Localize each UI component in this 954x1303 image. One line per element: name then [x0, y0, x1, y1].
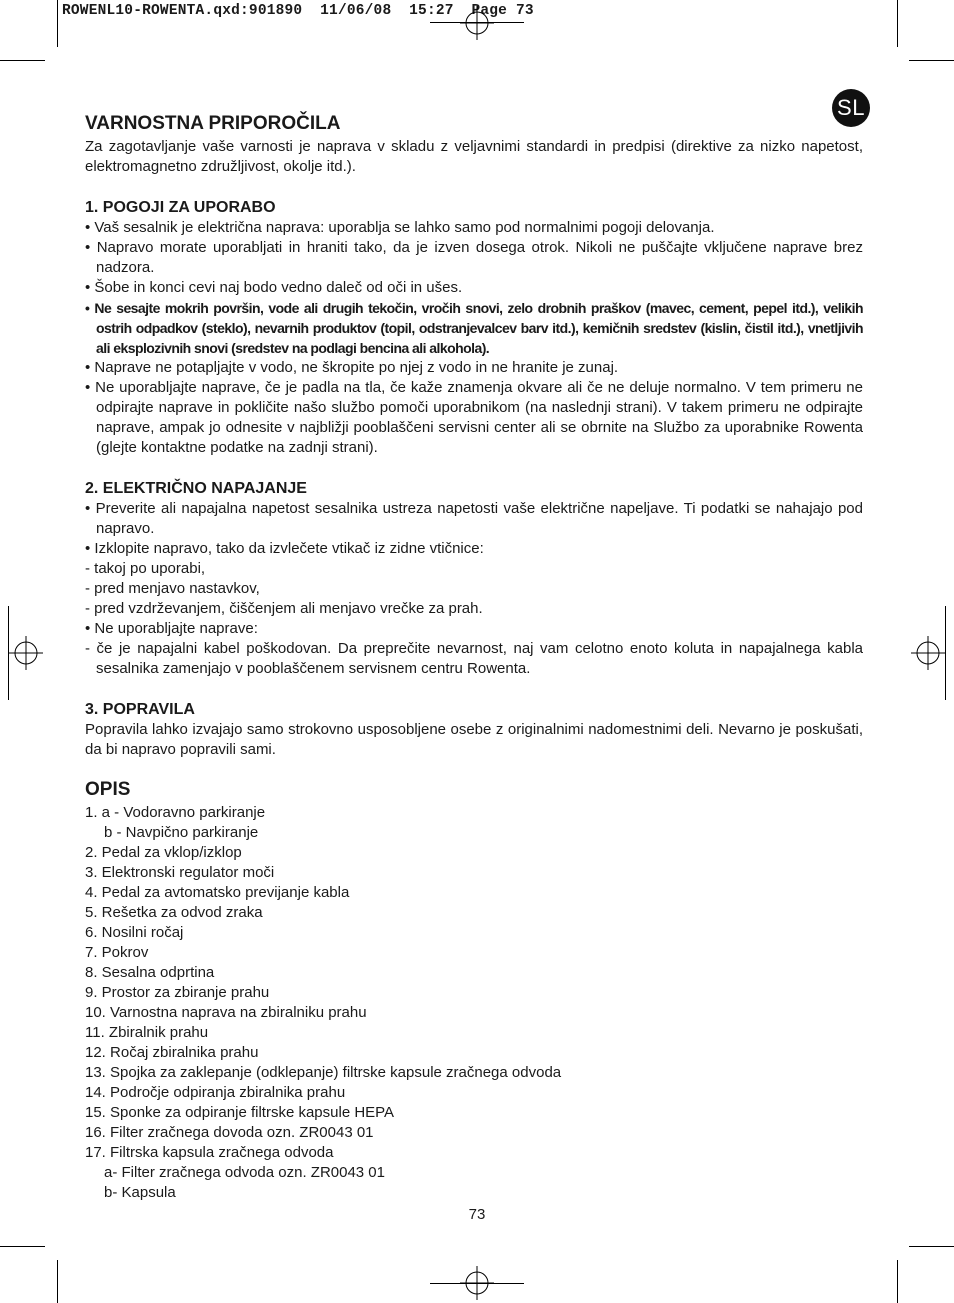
parts-list-item: 11. Zbiralnik prahu — [85, 1024, 209, 1041]
parts-list-item: 16. Filter zračnega dovoda ozn. ZR0043 01 — [85, 1124, 374, 1141]
parts-list-item: 2. Pedal za vklop/izklop — [85, 844, 242, 861]
language-badge: SL — [832, 89, 870, 127]
power-list — [85, 499, 863, 679]
list-item: - takoj po uporabi, — [85, 560, 206, 577]
crop-mark — [909, 1246, 954, 1247]
crop-mark — [57, 1260, 58, 1303]
list-item: • Izklopite napravo, tako da izvlečete vtikač iz zidne vtičnice: — [85, 540, 484, 557]
list-item: - pred vzdrževanjem, čiščenjem ali menjavo vrečke za prah. — [85, 600, 483, 617]
parts-list-item: b- Kapsula — [104, 1184, 176, 1201]
list-item: • Ne uporabljajte naprave, če je padla na tla, če kaže znamenja okvare ali če ne deluje normalno. V tem primeru ne odpirajte naprave in pokličite našo službo pomoči uporabnikom (na naslednji strani). V takem primeru ne odpirajte naprave, ampak jo odnesite v najbližji pooblaščeni servisni center ali se obrnite na Službo za uporabnike Rowenta (glejte kontaktne podatke na zadnji strani). — [85, 379, 863, 456]
list-item: • Preverite ali napajalna napetost sesalnika ustreza napetosti vaše električne napeljave. Ti podatki se nahajajo pod napravo. — [85, 500, 863, 537]
repairs-text: Popravila lahko izvajajo samo strokovno usposobljene osebe z originalnimi nadomestnimi deli. Nevarno je poskušati, da bi napravo popravili sami. — [85, 721, 863, 758]
parts-list-item: 9. Prostor za zbiranje prahu — [85, 984, 270, 1001]
print-header: ROWENL10-ROWENTA.qxd:901890 11/06/08 15:27 Page 73 — [62, 3, 534, 19]
crop-mark — [57, 0, 58, 47]
crop-mark — [909, 60, 954, 61]
section-title-safety: VARNOSTNA PRIPOROČILA — [85, 113, 341, 134]
document-body — [85, 112, 863, 1203]
section-title-power: 2. ELEKTRIČNO NAPAJANJE — [85, 480, 307, 497]
parts-list-item: 5. Rešetka za odvod zraka — [85, 904, 263, 921]
crop-mark — [0, 1246, 45, 1247]
parts-list-item: b - Navpično parkiranje — [104, 824, 259, 841]
list-item: - če je napajalni kabel poškodovan. Da preprečite nevarnost, naj vam celotno enoto koluta in napajalnega kabla sesalnika zamenjajo v pooblaščenem servisnem centru Rowenta. — [85, 640, 863, 677]
registration-mark-icon — [9, 636, 43, 670]
parts-list-item: 7. Pokrov — [85, 944, 149, 961]
list-item: • Ne uporabljajte naprave: — [85, 620, 258, 637]
registration-mark-icon — [911, 636, 945, 670]
list-item: • Vaš sesalnik je električna naprava: uporablja se lahko samo pod normalnimi pogoji delovanja. — [85, 219, 715, 236]
crop-mark — [897, 0, 898, 47]
list-item-warning: • Ne sesajte mokrih površin, vode ali drugih tekočin, vročih snovi, zelo drobnih praškov (mavec, cement, pepel itd.), velikih ostrih odpadkov (steklo), nevarnih produktov (topil, odstranjevalcev barv itd.), kemičnih sredstev (kislin, čistil itd.), vnetljivih ali eksplozivnih snovi (sredstev na podlagi bencina ali alkohola). — [85, 300, 863, 356]
registration-mark-icon — [460, 6, 494, 40]
usage-list — [85, 218, 863, 458]
parts-list-item: 1. a - Vodoravno parkiranje — [85, 804, 266, 821]
section-title-usage: 1. POGOJI ZA UPORABO — [85, 199, 276, 216]
crop-mark — [897, 1260, 898, 1303]
page-number: 73 — [468, 1206, 486, 1223]
parts-list-item: 4. Pedal za avtomatsko previjanje kabla — [85, 884, 350, 901]
parts-list-item: 3. Elektronski regulator moči — [85, 864, 275, 881]
section-title-description: OPIS — [85, 779, 131, 800]
parts-list-item: 10. Varnostna naprava na zbiralniku prahu — [85, 1004, 367, 1021]
parts-list-item: a- Filter zračnega odvoda ozn. ZR0043 01 — [104, 1164, 385, 1181]
parts-list — [85, 803, 863, 1203]
parts-list-item: 15. Sponke za odpiranje filtrske kapsule HEPA — [85, 1104, 395, 1121]
section-title-repairs: 3. POPRAVILA — [85, 701, 195, 718]
safety-intro: Za zagotavljanje vaše varnosti je naprava v skladu z veljavnimi standardi in predpisi (direktive za nizko napetost, elektromagnetno združljivost, okolje itd.). — [85, 138, 863, 175]
parts-list-item: 8. Sesalna odprtina — [85, 964, 215, 981]
list-item: - pred menjavo nastavkov, — [85, 580, 260, 597]
crop-mark — [0, 60, 45, 61]
list-item: • Šobe in konci cevi naj bodo vedno daleč od oči in ušes. — [85, 279, 463, 296]
list-item: • Napravo morate uporabljati in hraniti tako, da je izven dosega otrok. Nikoli ne puščajte vključene naprave brez nadzora. — [85, 239, 863, 276]
crop-mark — [945, 606, 946, 700]
parts-list-item: 6. Nosilni ročaj — [85, 924, 184, 941]
parts-list-item: 13. Spojka za zaklepanje (odklepanje) filtrske kapsule zračnega odvoda — [85, 1064, 562, 1081]
parts-list-item: 12. Ročaj zbiralnika prahu — [85, 1044, 259, 1061]
parts-list-item: 17. Filtrska kapsula zračnega odvoda — [85, 1144, 334, 1161]
list-item: • Naprave ne potapljajte v vodo, ne škropite po njej z vodo in ne hranite je zunaj. — [85, 359, 619, 376]
registration-mark-icon — [460, 1266, 494, 1300]
parts-list-item: 14. Področje odpiranja zbiralnika prahu — [85, 1084, 346, 1101]
